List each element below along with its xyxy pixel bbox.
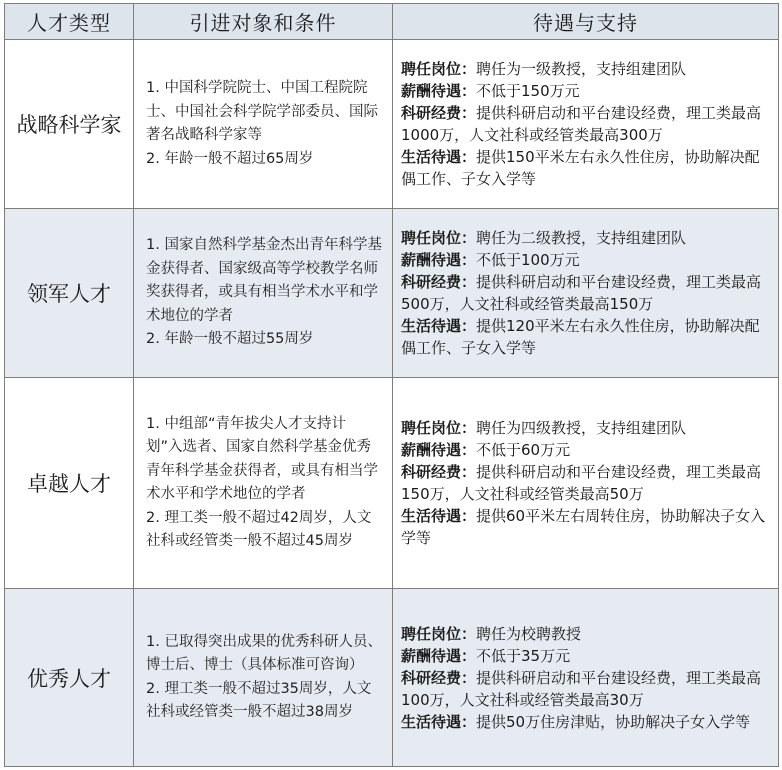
condition-item: 1. 中组部“青年拔尖人才支持计划”入选者、国家自然科学基金优秀青年科学基金获得者，或具有相当学术水平和学术地位的学者 — [146, 415, 378, 502]
benefit-label: 科研经费： — [401, 668, 477, 687]
benefit-item — [401, 80, 772, 102]
header-talent-type: 人才类型 — [5, 4, 134, 40]
benefit-label: 生活待遇： — [401, 712, 477, 731]
benefit-item — [401, 711, 772, 733]
benefit-item — [401, 667, 772, 711]
talent-table — [4, 3, 779, 767]
talent-type-cell: 优秀人才 — [5, 589, 134, 767]
benefit-item — [401, 227, 772, 249]
benefit-label: 聘任岗位： — [401, 229, 477, 247]
talent-type-cell: 卓越人才 — [5, 378, 134, 589]
condition-item: 2. 理工类一般不超过35周岁，人文社科或经管类一般不超过38周岁 — [146, 680, 372, 720]
talent-type-cell: 领军人才 — [5, 209, 134, 378]
benefit-text: 提供60平米左右周转住房，协助解决子女入学等 — [401, 507, 766, 547]
condition-item: 1. 国家自然科学基金杰出青年科学基金获得者、国家级高等学校教学名师奖获得者，或具有相当学术水平和学术地位的学者 — [146, 237, 382, 324]
benefits-cell — [393, 378, 779, 589]
benefit-item — [401, 146, 772, 190]
benefit-label: 薪酬待遇： — [401, 441, 477, 459]
header-row — [5, 4, 779, 40]
benefit-text: 不低于150万元 — [476, 82, 580, 100]
benefit-item — [401, 249, 772, 271]
table-row — [5, 209, 779, 378]
table-row — [5, 40, 779, 209]
benefit-item — [401, 461, 772, 505]
benefit-text: 提供科研启动和平台建设经费，理工类最高1000万，人文社科或经管类最高300万 — [401, 104, 762, 144]
benefit-label: 生活待遇： — [401, 507, 477, 525]
benefit-text: 提供150平米左右永久性住房，协助解决配偶工作、子女入学等 — [401, 148, 760, 188]
benefit-text: 聘任为二级教授，支持组建团队 — [476, 229, 687, 247]
benefit-item — [401, 645, 772, 667]
conditions-cell — [134, 40, 393, 209]
benefit-text: 提供科研启动和平台建设经费，理工类最高100万，人文社科或经管类最高30万 — [401, 668, 762, 709]
benefits-cell — [393, 209, 779, 378]
benefit-label: 聘任岗位： — [401, 419, 477, 437]
benefit-item — [401, 315, 772, 359]
benefit-text: 不低于100万元 — [476, 251, 580, 269]
benefit-label: 聘任岗位： — [401, 60, 477, 78]
talent-type-cell: 战略科学家 — [5, 40, 134, 209]
benefit-label: 薪酬待遇： — [401, 646, 477, 665]
table-row — [5, 378, 779, 589]
benefit-text: 提供120平米左右永久性住房，协助解决配偶工作、子女入学等 — [401, 317, 760, 357]
benefit-item — [401, 623, 772, 645]
conditions-cell — [134, 209, 393, 378]
benefit-item — [401, 58, 772, 80]
benefit-item — [401, 505, 772, 549]
benefit-text: 提供科研启动和平台建设经费，理工类最高150万，人文社科或经管类最高50万 — [401, 463, 762, 503]
conditions-cell — [134, 378, 393, 589]
benefit-text: 聘任为四级教授，支持组建团队 — [476, 419, 687, 437]
benefit-label: 薪酬待遇： — [401, 251, 477, 269]
condition-item: 2. 年龄一般不超过55周岁 — [146, 331, 314, 348]
benefit-label: 科研经费： — [401, 463, 477, 481]
header-benefits: 待遇与支持 — [393, 4, 779, 40]
benefit-label: 生活待遇： — [401, 317, 477, 335]
benefit-label: 科研经费： — [401, 273, 477, 291]
benefit-text: 提供50万住房津贴，协助解决子女入学等 — [476, 712, 751, 731]
table-row — [5, 589, 779, 767]
benefit-item — [401, 271, 772, 315]
benefit-item — [401, 417, 772, 439]
benefits-cell — [393, 40, 779, 209]
benefit-text: 提供科研启动和平台建设经费，理工类最高500万，人文社科或经管类最高150万 — [401, 273, 762, 313]
condition-item: 2. 年龄一般不超过65周岁 — [146, 150, 314, 167]
benefits-cell — [393, 589, 779, 767]
benefit-label: 生活待遇： — [401, 148, 477, 166]
benefit-item — [401, 102, 772, 146]
condition-item: 1. 中国科学院院士、中国工程院院士、中国社会科学院学部委员、国际著名战略科学家等 — [146, 80, 378, 143]
conditions-cell — [134, 589, 393, 767]
benefit-label: 薪酬待遇： — [401, 82, 477, 100]
benefit-text: 不低于60万元 — [476, 441, 571, 459]
benefit-text: 聘任为一级教授，支持组建团队 — [476, 60, 687, 78]
condition-item: 2. 理工类一般不超过42周岁，人文社科或经管类一般不超过45周岁 — [146, 509, 372, 549]
benefit-text: 聘任为校聘教授 — [476, 624, 582, 643]
benefit-item — [401, 439, 772, 461]
header-conditions: 引进对象和条件 — [134, 4, 393, 40]
benefit-label: 聘任岗位： — [401, 624, 477, 643]
benefit-text: 不低于35万元 — [476, 646, 571, 665]
condition-item: 1. 已取得突出成果的优秀科研人员、博士后、博士（具体标准可咨询） — [146, 633, 382, 673]
benefit-label: 科研经费： — [401, 104, 477, 122]
